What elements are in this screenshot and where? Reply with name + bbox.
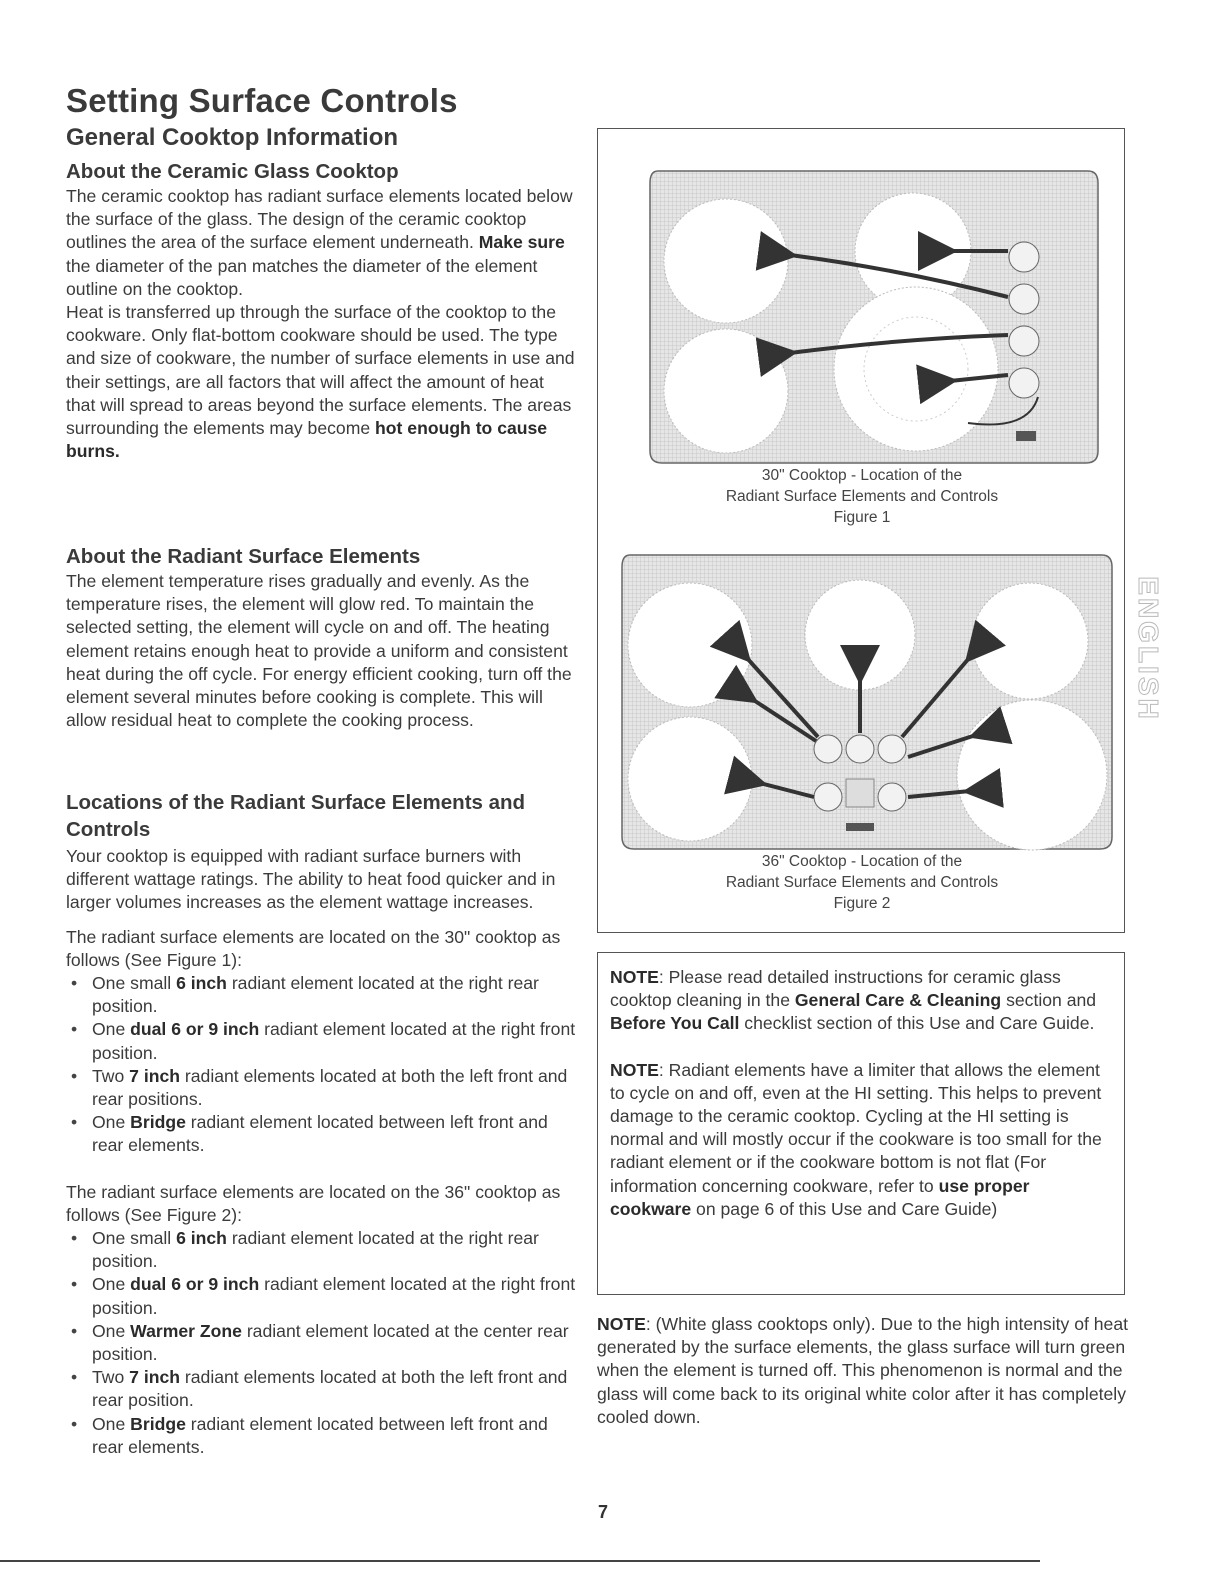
language-tab: ENGLISH [1133, 576, 1164, 722]
locations-section [66, 789, 576, 1459]
radiant-heading: About the Radiant Surface Elements [66, 545, 421, 568]
list-item: • One Bridge radiant element located between left front and rear elements. [66, 1111, 576, 1157]
list-item: • Two 7 inch radiant elements located at both the left front and rear position. [66, 1366, 576, 1412]
locations-36-intro: The radiant surface elements are located on the 36" cooktop as follows (See Figure 2): [66, 1181, 561, 1225]
figure-2-caption: 36" Cooktop - Location of the Radiant Surface Elements and Controls Figure 2 [725, 853, 999, 912]
ceramic-heading: About the Ceramic Glass Cooktop [66, 160, 399, 183]
section-title: General Cooktop Information [66, 124, 399, 151]
page-title: Setting Surface Controls [66, 82, 458, 119]
note-limiter: NOTE: Radiant elements have a limiter that allows the element to cycle on and off, even at the HI setting. This helps to prevent damage to the ceramic cooktop. Cycling at the HI setting is normal and will mostly occur if the cookware is too small for the radiant element or if the cookware bottom is not flat (For information concerning cookware, refer to use proper cookware on page 6 of this Use and Care Guide) [610, 1059, 1102, 1219]
cooktop-36-illustration [620, 553, 1114, 851]
ceramic-paragraph-1: The ceramic cooktop has radiant surface elements located below the surface of the glass. The design of the ceramic cooktop outlines the area of the surface element underneath. Make sure the diameter of the pan matches the diameter of the element outline on the cooktop. [66, 186, 573, 299]
note-cleaning: NOTE: Please read detailed instructions for ceramic glass cooktop cleaning in the General Care & Cleaning section and Before You Call checklist section of this Use and Care Guide. [610, 967, 1097, 1034]
figure-1-caption: 30" Cooktop - Location of the Radiant Surface Elements and Controls Figure 1 [725, 467, 999, 526]
locations-paragraph: Your cooktop is equipped with radiant surface burners with different wattage ratings. The ability to heat food quicker and in larger volumes increases as the element wattage increases. [66, 846, 556, 913]
locations-30-intro: The radiant surface elements are located on the 30" cooktop as follows (See Figure 1): [66, 926, 561, 970]
list-30 [66, 972, 576, 1158]
notes-box [597, 952, 1125, 1295]
list-item: • Two 7 inch radiant elements located at both the left front and rear positions. [66, 1065, 576, 1111]
locations-heading: Locations of the Radiant Surface Elements and Controls [66, 791, 526, 841]
radiant-paragraph: The element temperature rises gradually and evenly. As the temperature rises, the element will glow red. To maintain the selected setting, the element will cycle on and off. The heating element retains enough heat to provide a uniform and consistent heat during the off cycle. For energy efficient cooking, turn off the element several minutes before cooking is complete. This will allow residual heat to complete the cooking process. [66, 571, 572, 731]
list-36 [66, 1227, 576, 1459]
note-white-glass: NOTE: (White glass cooktops only). Due to the high intensity of heat generated by the surface elements, the glass surface will turn green when the element is turned off. This phenomenon is normal and the glass will come back to its original white color after it has completely cooled down. [597, 1314, 1129, 1427]
list-item: • One small 6 inch radiant element located at the right rear position. [66, 972, 576, 1018]
cooktop-30-illustration [648, 169, 1100, 465]
list-item: • One dual 6 or 9 inch radiant element located at the right front position. [66, 1273, 576, 1319]
figures-box [597, 128, 1125, 933]
page-number: 7 [598, 1502, 609, 1522]
ceramic-paragraph-2: Heat is transferred up through the surface of the cooktop to the cookware. Only flat-bottom cookware should be used. The type and size of cookware, the number of surface elements in use and their settings, are all factors that will affect the amount of heat that will spread to areas beyond the surface elements. The areas surrounding the elements may become hot enough to cause burns. [66, 302, 575, 462]
radiant-section [66, 543, 576, 732]
list-item: • One dual 6 or 9 inch radiant element located at the right front position. [66, 1018, 576, 1064]
bottom-rule [0, 1560, 1040, 1562]
ceramic-section [66, 158, 576, 463]
list-item: • One Bridge radiant element located between left front and rear elements. [66, 1413, 576, 1459]
list-item: • One Warmer Zone radiant element located at the center rear position. [66, 1320, 576, 1366]
list-item: • One small 6 inch radiant element located at the right rear position. [66, 1227, 576, 1273]
